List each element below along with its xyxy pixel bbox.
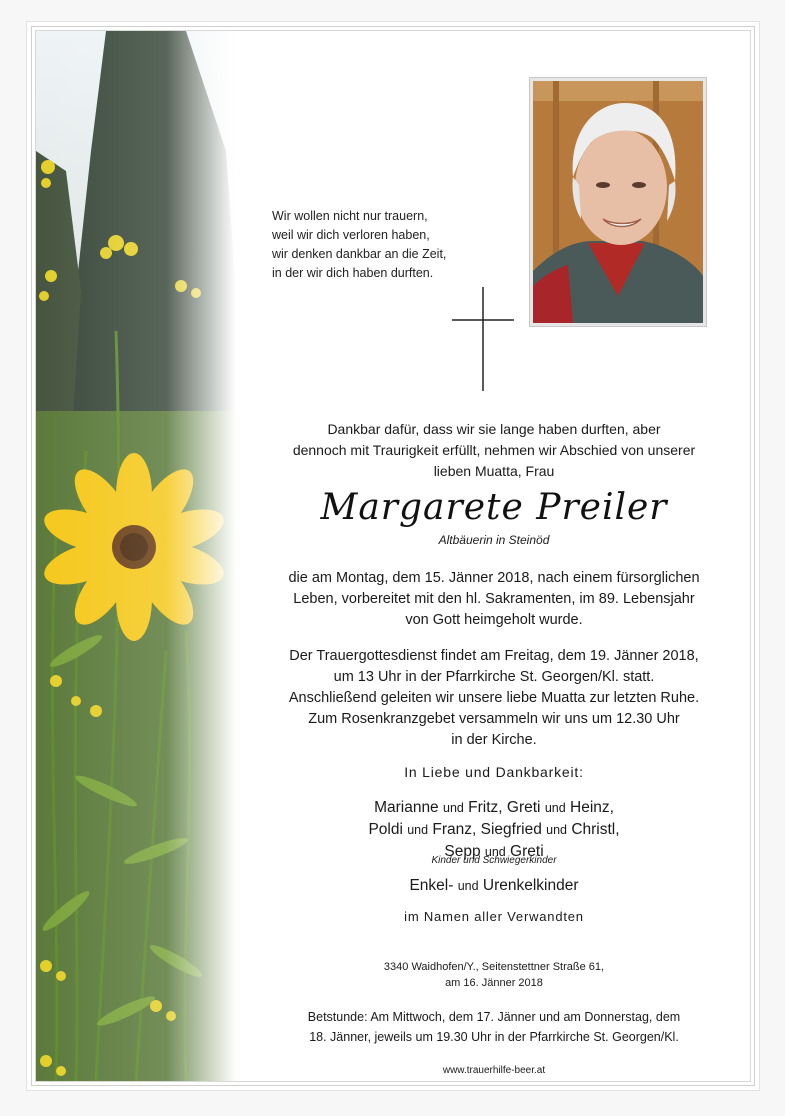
memorial-quote — [272, 207, 492, 283]
mourner-name: Franz, Siegfried — [432, 821, 542, 838]
cross-icon — [452, 287, 514, 391]
death-line: von Gott heimgeholt wurde. — [405, 612, 583, 628]
mourner-und: und — [443, 801, 464, 815]
service-line: Der Trauergottesdienst findet am Freitag, dem 19. Jänner 2018, — [289, 648, 699, 664]
grandkids-b: Urenkelkinder — [482, 877, 579, 894]
mourners-line — [254, 819, 734, 841]
greeting: In Liebe und Dankbarkeit: — [404, 764, 584, 780]
mourner-name: Christl, — [571, 821, 620, 838]
quote-line: in der wir dich haben durften. — [272, 266, 434, 280]
address-date: am 16. Jänner 2018 — [445, 977, 543, 989]
mourner-name: Fritz, Greti — [468, 799, 541, 816]
death-line: die am Montag, dem 15. Jänner 2018, nach einem fürsorglichen — [288, 570, 700, 586]
parte-inner-border — [35, 30, 751, 1082]
mourners-list — [254, 797, 734, 863]
intro-line: Dankbar dafür, dass wir sie lange haben durften, aber — [327, 421, 661, 437]
grandkids-a: Enkel- — [409, 877, 454, 894]
address-block — [254, 959, 734, 991]
mourners-note: Kinder und Schwiegerkinder — [431, 855, 557, 866]
quote-line: weil wir dich verloren haben, — [272, 228, 430, 242]
death-notice — [254, 568, 734, 631]
intro-line: dennoch mit Traurigkeit erfüllt, nehmen wir Abschied von unserer — [292, 442, 696, 458]
prayer-hour-info — [254, 1007, 734, 1047]
address-line: 3340 Waidhofen/Y., Seitenstettner Straße 61, — [383, 961, 605, 973]
portrait-photo — [529, 77, 707, 327]
prayer-line: Betstunde: Am Mittwoch, dem 17. Jänner und am Donnerstag, dem — [307, 1010, 681, 1024]
grandkids-und: und — [457, 879, 479, 893]
service-line: Anschließend geleiten wir unsere liebe Muatta zur letzten Ruhe. — [288, 690, 700, 706]
flower-image — [36, 31, 236, 1081]
mourner-und: und — [544, 801, 566, 815]
prayer-line: 18. Jänner, jeweils um 19.30 Uhr in der Pfarrkirche St. Georgen/Kl. — [309, 1030, 679, 1044]
deceased-title: Altbäuerin in Steinöd — [438, 533, 550, 547]
quote-line: wir denken dankbar an die Zeit, — [272, 247, 447, 261]
parte-card — [31, 26, 755, 1086]
mourner-und: und — [546, 823, 567, 837]
grandchildren-line — [254, 877, 734, 895]
mourner-name: Sepp — [444, 843, 481, 860]
intro-text — [254, 419, 734, 482]
service-line: um 13 Uhr in der Pfarrkirche St. Georgen/Kl. statt. — [333, 669, 655, 685]
mourner-name: Poldi — [368, 821, 403, 838]
service-line: in der Kirche. — [451, 732, 537, 748]
intro-line: lieben Muatta, Frau — [433, 463, 555, 479]
mourners-line — [254, 797, 734, 819]
mourner-und: und — [407, 823, 429, 837]
website-link[interactable]: www.trauerhilfe-beer.at — [442, 1065, 546, 1076]
funeral-service-info — [254, 646, 734, 751]
mourner-und: und — [484, 845, 506, 859]
mourner-name: Greti — [510, 843, 544, 860]
service-line: Zum Rosenkranzgebet versammeln wir uns um 12.30 Uhr — [308, 711, 680, 727]
mourner-name: Heinz, — [570, 799, 614, 816]
deceased-name: Margarete Preiler — [320, 487, 668, 528]
relatives-line: im Namen aller Verwandten — [404, 909, 584, 924]
mourner-name: Marianne — [374, 799, 439, 816]
death-line: Leben, vorbereitet mit den hl. Sakramenten, im 89. Lebensjahr — [293, 591, 695, 607]
quote-line: Wir wollen nicht nur trauern, — [272, 209, 428, 223]
